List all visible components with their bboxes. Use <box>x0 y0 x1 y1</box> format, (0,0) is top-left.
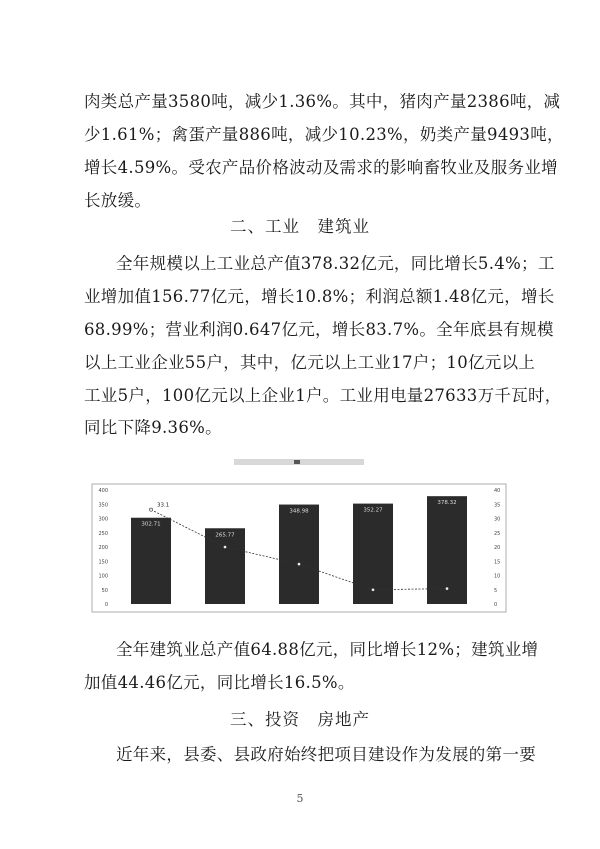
left-tick-label: 150 <box>98 559 108 566</box>
line-point-label: 33.1 <box>157 502 170 509</box>
text-line: 工业5户，100亿元以上企业1户。工业用电量27633万千瓦时， <box>84 386 562 405</box>
right-tick-label: 15 <box>494 559 501 566</box>
right-tick-label: 5 <box>494 587 498 594</box>
right-tick-label: 20 <box>494 545 501 551</box>
industrial-output-chart <box>84 442 526 618</box>
bar <box>131 518 171 604</box>
chart-legend <box>234 459 364 465</box>
left-tick-label: 0 <box>104 602 108 608</box>
line-point <box>445 587 448 590</box>
text-line: 以上工业企业55户，其中，亿元以上工业17户；10亿元以上 <box>84 353 536 372</box>
right-tick-label: 30 <box>494 516 501 523</box>
left-tick-label: 400 <box>98 488 108 494</box>
line-point <box>149 508 152 511</box>
text-line: 近年来，县委、县政府始终把项目建设作为发展的第一要 <box>116 745 536 764</box>
bar-value-label: 302.71 <box>141 521 161 528</box>
line-point <box>223 545 226 548</box>
text-line: 全年建筑业总产值64.88亿元，同比增长12%；建筑业增 <box>116 640 539 659</box>
text-line: 全年规模以上工业总产值378.32亿元，同比增长5.4%；工 <box>116 254 555 273</box>
right-tick-label: 10 <box>494 573 501 580</box>
right-tick-label: 25 <box>494 530 501 537</box>
bar-value-label: 348.98 <box>289 508 309 515</box>
right-axis-ticks <box>494 488 500 608</box>
line-point <box>371 588 374 591</box>
bar <box>279 505 319 604</box>
left-tick-label: 200 <box>98 545 108 551</box>
right-tick-label: 0 <box>494 602 498 608</box>
left-tick-label: 350 <box>98 502 108 509</box>
text-line: 同比下降9.36%。 <box>84 418 222 437</box>
left-tick-label: 100 <box>98 573 108 580</box>
left-tick-label: 50 <box>101 587 108 594</box>
left-tick-label: 300 <box>98 516 108 523</box>
text-line: 长放缓。 <box>84 191 152 210</box>
text-line: 肉类总产量3580吨，减少1.36%。其中，猪肉产量2386吨，减 <box>84 92 561 111</box>
bar-value-label: 352.27 <box>363 507 383 514</box>
left-axis-ticks <box>98 488 108 608</box>
line-point <box>297 563 300 566</box>
page-number: 5 <box>296 792 304 805</box>
bar-value-label: 265.77 <box>215 532 235 539</box>
left-tick-label: 250 <box>98 530 108 537</box>
section-heading: 二、工业 建筑业 <box>230 217 370 236</box>
text-line: 少1.61%；禽蛋产量886吨，减少10.23%，奶类产量9493吨， <box>84 125 564 144</box>
text-line: 增长4.59%。受农产品价格波动及需求的影响畜牧业及服务业增 <box>84 158 558 177</box>
right-tick-label: 40 <box>494 488 501 494</box>
text-line: 业增加值156.77亿元，增长10.8%；利润总额1.48亿元，增长 <box>84 287 555 306</box>
text-line: 68.99%；营业利润0.647亿元，增长83.7%。全年底县有规模 <box>84 320 554 339</box>
legend-line-swatch <box>294 460 300 464</box>
text-line: 加值44.46亿元，同比增长16.5%。 <box>84 673 355 692</box>
right-tick-label: 35 <box>494 502 501 509</box>
bar-value-label: 378.32 <box>437 500 457 507</box>
section-heading: 三、投资 房地产 <box>230 710 370 729</box>
